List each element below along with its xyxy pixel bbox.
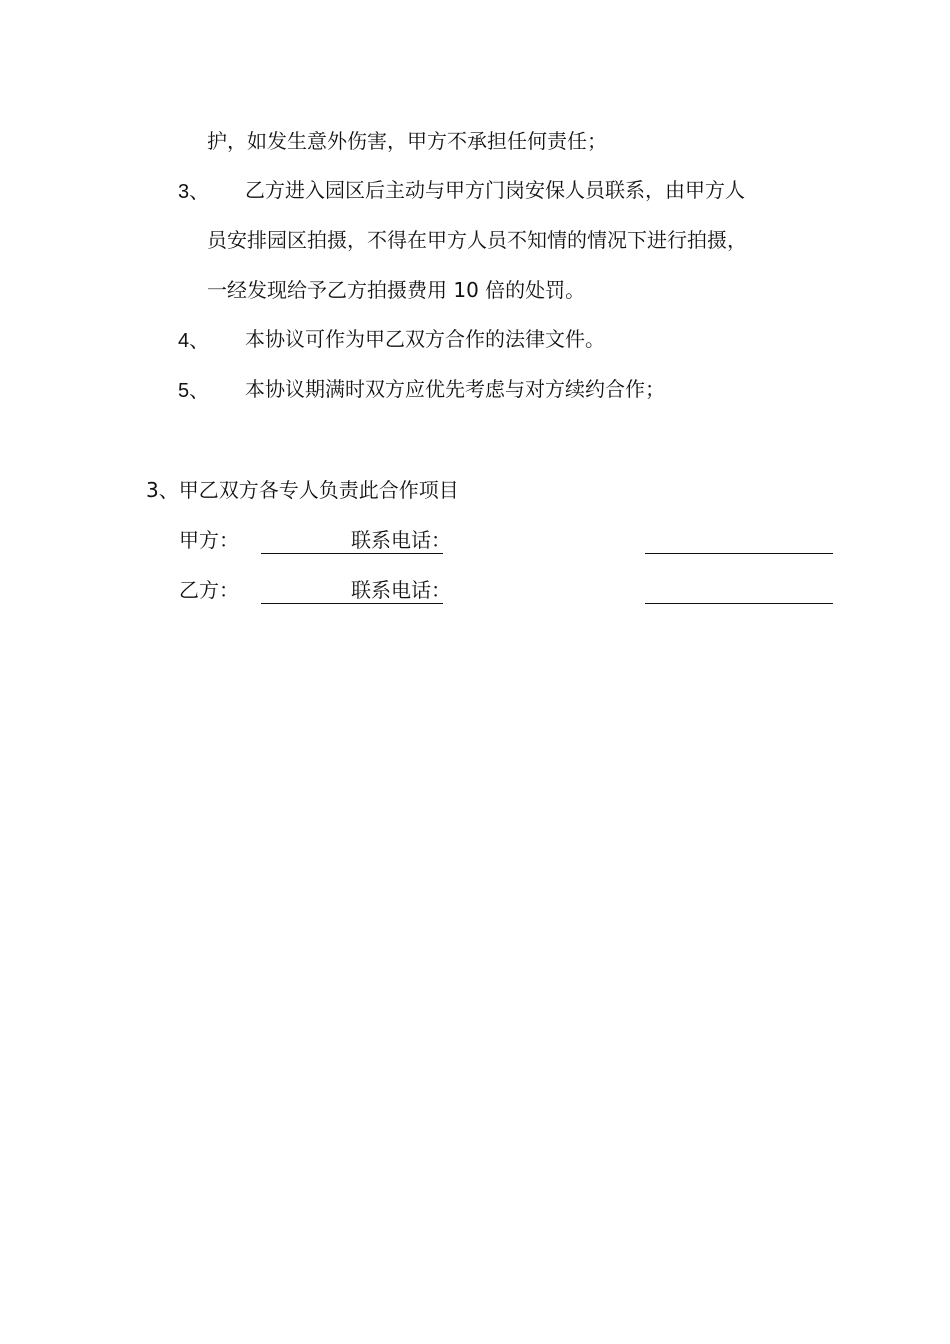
phone-blank-line bbox=[645, 553, 833, 554]
name-blank-line bbox=[261, 603, 443, 604]
party-label: 甲方： bbox=[179, 528, 239, 552]
phone-blank-line bbox=[645, 603, 833, 604]
list-item-number: 3、 bbox=[178, 181, 210, 203]
list-item-number: 5、 bbox=[178, 380, 210, 402]
continuation-line: 护，如发生意外伤害，甲方不承担任何责任； bbox=[207, 129, 607, 153]
list-item-text-line: 本协议可作为甲乙双方合作的法律文件。 bbox=[245, 327, 605, 351]
phone-label: 联系电话： bbox=[351, 578, 451, 602]
list-item-number: 4、 bbox=[178, 330, 210, 352]
name-blank-line bbox=[261, 553, 443, 554]
phone-label: 联系电话： bbox=[351, 528, 451, 552]
party-label: 乙方： bbox=[179, 578, 239, 602]
list-item-text-line: 一经发现给予乙方拍摄费用 10 倍的处罚。 bbox=[207, 278, 586, 302]
list-item-text-line: 本协议期满时双方应优先考虑与对方续约合作； bbox=[245, 377, 665, 401]
list-item-text-line: 乙方进入园区后主动与甲方门岗安保人员联系，由甲方人 bbox=[245, 178, 745, 202]
list-item-text-line: 员安排园区拍摄，不得在甲方人员不知情的情况下进行拍摄， bbox=[207, 228, 747, 252]
section-heading: 3、甲乙双方各专人负责此合作项目 bbox=[146, 478, 459, 502]
